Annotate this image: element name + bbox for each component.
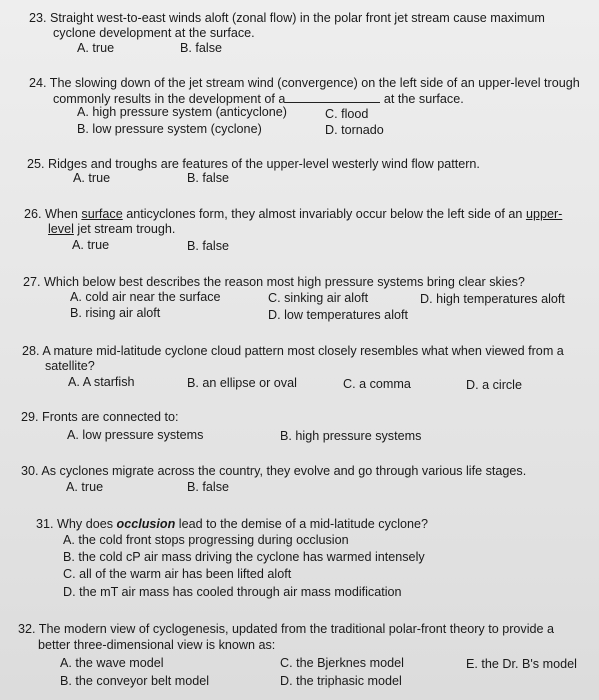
option-b[interactable]: B. the conveyor belt model — [60, 674, 210, 688]
option-b[interactable]: B. false — [180, 41, 222, 55]
question-text: Fronts are connected to: — [42, 410, 179, 424]
question-text: As cyclones migrate across the country, they evolve and go through various life stages. — [41, 464, 527, 478]
question-text: The slowing down of the jet stream wind (convergence) on the left side of an upper-level trough — [49, 76, 580, 90]
underlined-word: upper- — [525, 207, 563, 221]
underlined-word: level — [48, 222, 74, 236]
question-text: A mature mid-latitude cyclone cloud pattern most closely resembles what when viewed from a — [42, 344, 564, 358]
emphasized-word: occlusion — [116, 517, 176, 531]
option-b[interactable]: B. false — [187, 171, 229, 185]
question-number: 24. — [29, 76, 47, 90]
option-b[interactable]: B. rising air aloft — [70, 306, 161, 320]
question-number: 32. — [18, 622, 36, 636]
option-d[interactable]: D. the mT air mass has cooled through air mass modification — [63, 585, 402, 599]
question-text-part: Why does — [57, 517, 114, 531]
option-d[interactable]: D. tornado — [325, 123, 384, 137]
question-number: 23. — [29, 11, 47, 25]
option-b[interactable]: B. an ellipse or oval — [187, 376, 297, 390]
question-number: 28. — [22, 344, 40, 358]
question-28-line2: satellite? — [45, 359, 95, 373]
question-31 — [36, 516, 428, 532]
option-a[interactable]: A. the wave model — [60, 656, 164, 670]
option-c[interactable]: C. the Bjerknes model — [280, 656, 404, 670]
option-c[interactable]: C. sinking air aloft — [268, 291, 369, 305]
option-a[interactable]: A. the cold front stops progressing during occlusion — [63, 533, 349, 547]
option-c[interactable]: C. all of the warm air has been lifted aloft — [63, 567, 292, 581]
option-c[interactable]: C. a comma — [343, 377, 411, 391]
option-b[interactable]: B. high pressure systems — [280, 429, 422, 443]
option-d[interactable]: D. a circle — [466, 378, 522, 392]
question-text-part: at the surface. — [383, 92, 464, 106]
question-32 — [18, 621, 554, 637]
underlined-word: surface — [81, 207, 123, 221]
question-number: 25. — [27, 157, 45, 171]
question-23-line2: cyclone development at the surface. — [53, 26, 255, 40]
question-number: 27. — [23, 275, 41, 289]
question-28 — [22, 343, 564, 359]
option-a[interactable]: A. true — [73, 171, 111, 185]
question-29 — [21, 409, 179, 425]
question-number: 29. — [21, 410, 39, 424]
option-d[interactable]: D. high temperatures aloft — [420, 292, 565, 306]
option-a[interactable]: A. low pressure systems — [67, 428, 204, 442]
option-d-2[interactable]: D. low temperatures aloft — [268, 308, 408, 322]
question-text: Which below best describes the reason most high pressure systems bring clear skies? — [44, 275, 525, 289]
question-30 — [21, 463, 526, 479]
option-a[interactable]: A. true — [72, 238, 110, 252]
question-text-part: commonly results in the development of a — [53, 92, 286, 106]
question-text: Ridges and troughs are features of the upper-level westerly wind flow pattern. — [48, 157, 480, 171]
option-e[interactable]: E. the Dr. B's model — [466, 657, 577, 671]
question-text: Straight west-to-east winds aloft (zonal flow) in the polar front jet stream cause maximum — [50, 11, 545, 25]
option-b[interactable]: B. false — [187, 239, 229, 253]
question-text: The modern view of cyclogenesis, updated from the traditional polar-front theory to provide a — [38, 622, 555, 636]
answer-blank[interactable] — [285, 90, 380, 103]
option-a[interactable]: A. high pressure system (anticyclone) — [77, 105, 287, 119]
question-text-part: jet stream trough. — [77, 222, 176, 236]
question-26 — [24, 206, 562, 222]
option-d[interactable]: D. the triphasic model — [280, 674, 402, 688]
question-24 — [29, 75, 580, 91]
question-number: 30. — [21, 464, 39, 478]
question-26-line2 — [48, 221, 175, 237]
option-a[interactable]: A. true — [77, 41, 115, 55]
option-c[interactable]: C. flood — [325, 107, 369, 121]
question-text-part: When — [45, 207, 78, 221]
option-a[interactable]: A. true — [66, 480, 104, 494]
question-text-part: lead to the demise of a mid-latitude cyclone? — [178, 517, 429, 531]
option-a[interactable]: A. cold air near the surface — [70, 290, 221, 304]
option-b[interactable]: B. the cold cP air mass driving the cyclone has warmed intensely — [63, 550, 425, 564]
option-a[interactable]: A. A starfish — [68, 375, 135, 389]
option-b[interactable]: B. false — [187, 480, 229, 494]
question-text-part: anticyclones form, they almost invariably occur below the left side of an — [126, 207, 523, 221]
question-32-line2: better three-dimensional view is known as: — [38, 638, 276, 652]
option-b[interactable]: B. low pressure system (cyclone) — [77, 122, 262, 136]
question-23 — [29, 10, 545, 26]
question-number: 26. — [24, 207, 42, 221]
question-27 — [23, 274, 525, 290]
question-number: 31. — [36, 517, 54, 531]
